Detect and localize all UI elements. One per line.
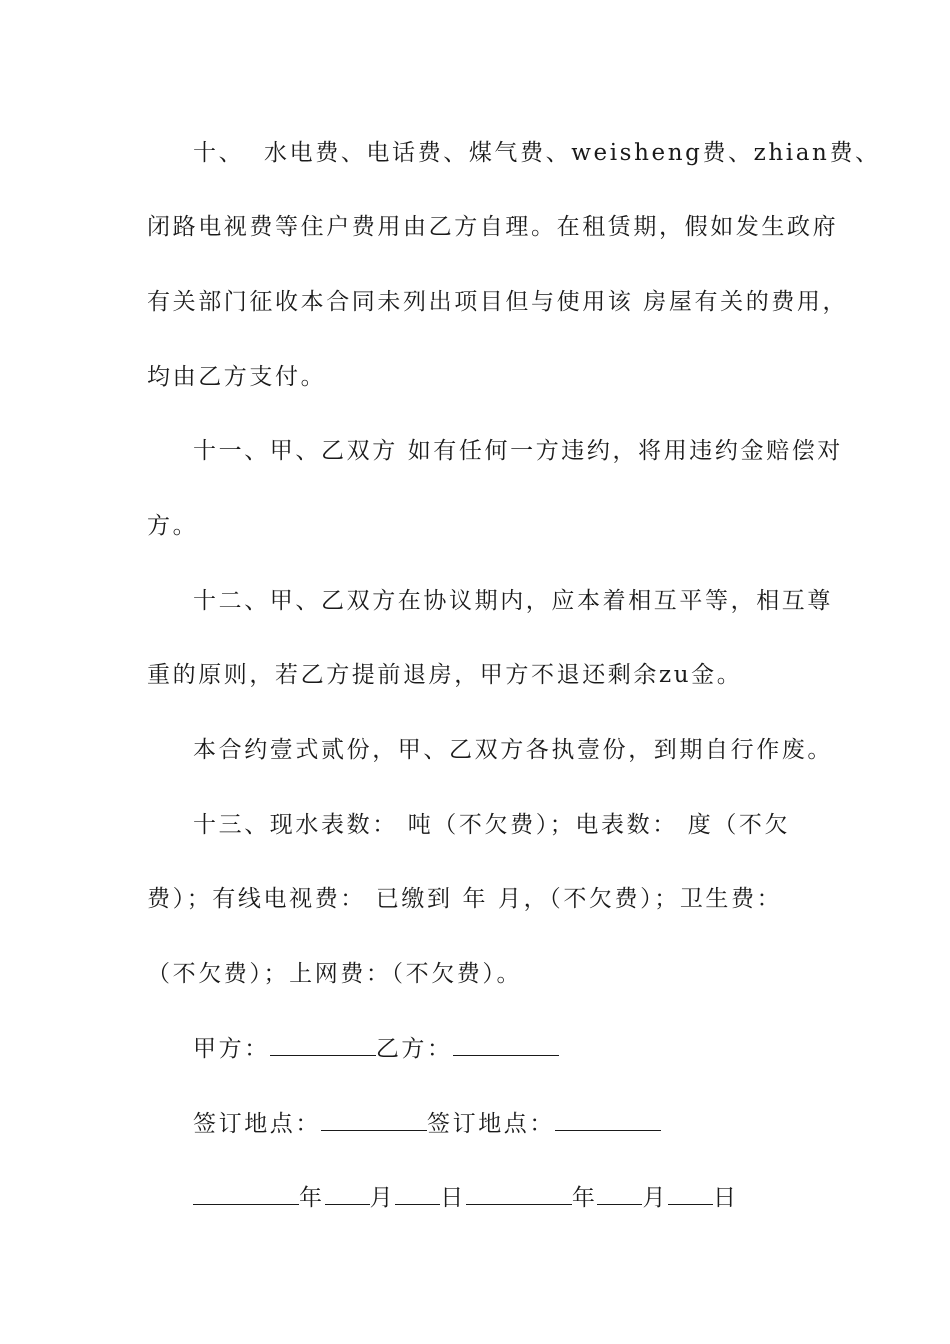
clause-11-line-2: 方。 xyxy=(147,513,199,539)
clause-13-line-3: （不欠费）；上网费：（不欠费）。 xyxy=(147,961,523,987)
date-b-month-blank[interactable] xyxy=(597,1182,642,1205)
sign-place-b-blank[interactable] xyxy=(555,1108,661,1131)
date-a-year-blank[interactable] xyxy=(193,1182,299,1205)
sign-place-b-label: 签订地点： xyxy=(427,1111,555,1137)
clause-12-line-1: 十二、甲、乙双方在协议期内，应本着相互平等，相互尊 xyxy=(193,588,833,614)
day-label: 日 xyxy=(713,1185,739,1211)
clause-11-line-1: 十一、甲、乙双方 如有任何一方违约，将用违约金赔偿对 xyxy=(193,438,843,464)
party-b-blank[interactable] xyxy=(453,1033,559,1056)
day-label: 日 xyxy=(440,1185,466,1211)
party-signature-line xyxy=(193,1033,559,1065)
month-label: 月 xyxy=(642,1185,669,1211)
clause-10-line-3: 有关部门征收本合同未列出项目但与使用该 房屋有关的费用， xyxy=(147,289,849,315)
clause-13-line-2: 费）；有线电视费： 已缴到 年 月，（不欠费）；卫生费： xyxy=(147,886,783,912)
copies-statement: 本合约壹式贰份，甲、乙双方各执壹份，到期自行作废。 xyxy=(193,737,833,763)
sign-place-a-label: 签订地点： xyxy=(193,1111,321,1137)
clause-13-line-1: 十三、现水表数： 吨（不欠费）；电表数： 度（不欠 xyxy=(193,812,791,838)
party-b-label: 乙方： xyxy=(375,1036,453,1062)
clause-10-line-2: 闭路电视费等住户费用由乙方自理。在租赁期，假如发生政府 xyxy=(147,214,839,240)
date-b-day-blank[interactable] xyxy=(668,1182,713,1205)
party-a-label: 甲方： xyxy=(193,1036,270,1062)
signing-place-line xyxy=(193,1108,661,1140)
date-b-year-blank[interactable] xyxy=(466,1182,572,1205)
sign-place-a-blank[interactable] xyxy=(321,1108,427,1131)
year-label: 年 xyxy=(571,1185,598,1211)
clause-10-line-4: 均由乙方支付。 xyxy=(147,364,327,390)
clause-10-line-1: 十、 水电费、电话费、煤气费、weisheng费、zhian费、 xyxy=(193,140,881,166)
date-line xyxy=(193,1182,739,1214)
date-a-day-blank[interactable] xyxy=(395,1182,440,1205)
party-a-blank[interactable] xyxy=(270,1033,376,1056)
year-label: 年 xyxy=(299,1185,325,1211)
date-a-month-blank[interactable] xyxy=(325,1182,370,1205)
clause-12-line-2: 重的原则，若乙方提前退房，甲方不退还剩余zu金。 xyxy=(147,662,743,688)
month-label: 月 xyxy=(369,1185,396,1211)
